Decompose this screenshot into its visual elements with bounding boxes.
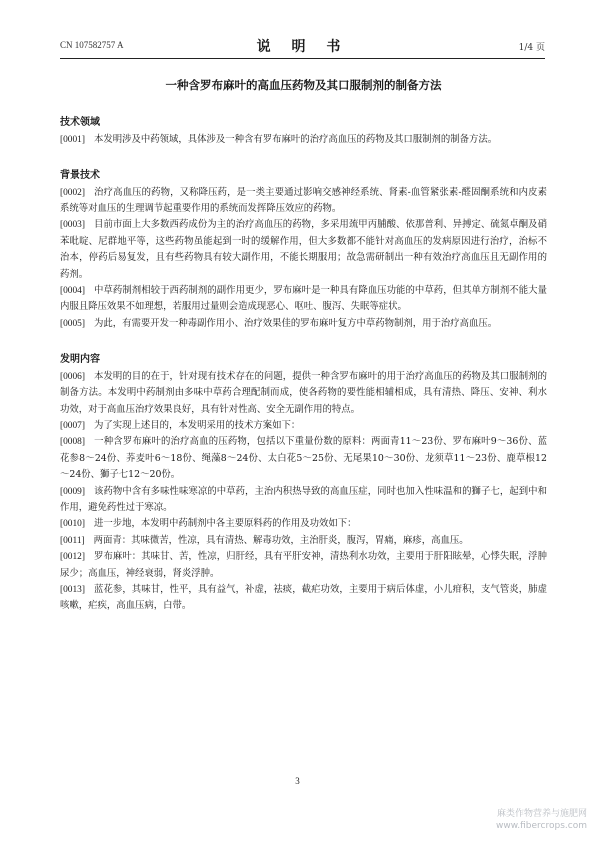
site-watermark bbox=[496, 808, 587, 832]
paragraph bbox=[60, 582, 547, 615]
document-type: 说 明 书 bbox=[256, 39, 349, 55]
paragraph-id: [0012] bbox=[60, 552, 85, 563]
paragraph-text: 目前市面上大多数西药成份为主的治疗高血压的药物，多采用巯甲丙脯酸、依那普利、异搏定、硫氮卓酮及硝苯吡啶、尼群地平等，这些药物虽能起到一时的缓解作用，但大多数都不能针对高血压的发病原因进行治疗，治标不治本，停药后易复发，且有些药物具有较大副作用，不能长期服用；故急需研制出一种有效治疗高血压且无副作用的药剂。 bbox=[60, 219, 547, 280]
section-heading-tech-field: 技术领域 bbox=[60, 117, 100, 129]
paragraph-id: [0005] bbox=[60, 318, 85, 329]
paragraph-text: 一种含罗布麻叶的治疗高血的压药物，包括以下重量份数的原料：两面青11～23份、罗布麻叶9～36份、蓝花参8～24份、荞麦叶6～18份、绳藻8～24份、太白花5～25份、无尾果10～30份、龙须草11～23份、鹿草根12～24份、獅子七12～20份。 bbox=[60, 436, 547, 481]
paragraph-text: 罗布麻叶：其味甘、苦，性凉，归肝经，具有平肝安神，清热利水功效，主要用于肝阳眩晕，心悸失眠，浮肿尿少；高血压，神经衰弱，肾炎浮肿。 bbox=[60, 551, 547, 579]
paragraph bbox=[60, 516, 547, 532]
paragraph-text: 蓝花参，其味甘，性平，具有益气，补虚，祛痰，截疟功效，主要用于病后体虚，小儿疳积，支气管炎，肺虚咳嗽，疟疾，高血压病，白带。 bbox=[60, 583, 547, 612]
watermark-url: www.fibercrops.com bbox=[496, 821, 587, 831]
paragraph-text: 两面青：其味微苦，性凉，具有清热、解毒功效，主治肝炎，腹泻，胃痛，麻疹，高血压。 bbox=[93, 534, 469, 546]
paragraph-text: 进一步地，本发明中药制剂中各主要原料药的作用及功效如下： bbox=[94, 518, 357, 530]
paragraph bbox=[60, 418, 547, 434]
paragraph bbox=[60, 316, 547, 332]
paragraph-id: [0003] bbox=[60, 220, 85, 231]
section-heading-summary: 发明内容 bbox=[60, 354, 100, 366]
paragraph bbox=[60, 549, 547, 582]
page-number: 3 bbox=[295, 776, 300, 786]
paragraph-id: [0010] bbox=[60, 519, 85, 530]
paragraph-id: [0006] bbox=[60, 371, 85, 382]
paragraph bbox=[60, 434, 547, 483]
paragraph-text: 中草药制剂相较于西药制剂的副作用更少，罗布麻叶是一种具有降血压功能的中草药，但其单方制剂不能大量内服且降压效果不如理想，若服用过量则会造成现恶心、呕吐、腹泻、失眠等症状。 bbox=[60, 285, 547, 313]
section-heading-background: 背景技术 bbox=[60, 170, 100, 182]
paragraph bbox=[60, 369, 547, 418]
paragraph-text: 该药物中含有多味性味寒凉的中草药，主治内积热导致的高血压症，同时也加入性味温和的獅子七，起到中和作用，避免药性过于寒凉。 bbox=[60, 485, 547, 513]
paragraph-id: [0011] bbox=[60, 535, 85, 546]
invention-title: 一种含罗布麻叶的高血压药物及其口服制剂的制备方法 bbox=[165, 78, 442, 92]
paragraph bbox=[60, 217, 547, 283]
paragraph-id: [0008] bbox=[60, 437, 85, 448]
paragraph-text: 为此，有需要开发一种毒副作用小、治疗效果佳的罗布麻叶复方中草药物制剂，用于治疗高血压。 bbox=[94, 317, 498, 329]
paragraph-id: [0001] bbox=[60, 134, 85, 145]
document-body bbox=[60, 70, 547, 615]
paragraph bbox=[60, 185, 547, 218]
paragraph bbox=[60, 484, 547, 517]
paragraph-text: 为了实现上述目的，本发明采用的技术方案如下： bbox=[94, 419, 301, 431]
paragraph bbox=[60, 533, 547, 549]
paragraph-id: [0007] bbox=[60, 420, 85, 431]
header-divider bbox=[60, 58, 545, 59]
paragraph-text: 治疗高血压的药物，又称降压药，是一类主要通过影响交感神经系统、肾素-血管紧张素-醛固酮系统和内皮素系统等对血压的生理调节起重要作用的系统而发挥降压效应的药物。 bbox=[60, 186, 547, 215]
paragraph-id: [0004] bbox=[60, 286, 85, 297]
paragraph-text: 本发明涉及中药领域，具体涉及一种含有罗布麻叶的治疗高血压的药物及其口服制剂的制备方法。 bbox=[94, 133, 498, 145]
paragraph-text: 本发明的目的在于，针对现有技术存在的问题，提供一种含罗布麻叶的用于治疗高血压的药物及其口服制剂的制备方法。本发明中药制剂由多味中草药合理配制而成，使各药物的要性能相辅相成，具有清热、降压、安神、利水功效，对于高血压治疗效果良好，具有针对性高、安全无副作用的特点。 bbox=[60, 370, 547, 415]
paragraph-id: [0013] bbox=[60, 584, 85, 595]
document-header bbox=[60, 36, 545, 56]
paragraph-id: [0009] bbox=[60, 486, 85, 497]
publication-number: CN 107582757 A bbox=[60, 40, 124, 50]
watermark-site-name: 麻类作物营养与施肥网 bbox=[496, 809, 587, 819]
page-indicator: 1/4 页 bbox=[518, 43, 545, 53]
paragraph bbox=[60, 132, 547, 148]
paragraph-id: [0002] bbox=[60, 187, 85, 198]
paragraph bbox=[60, 283, 547, 316]
